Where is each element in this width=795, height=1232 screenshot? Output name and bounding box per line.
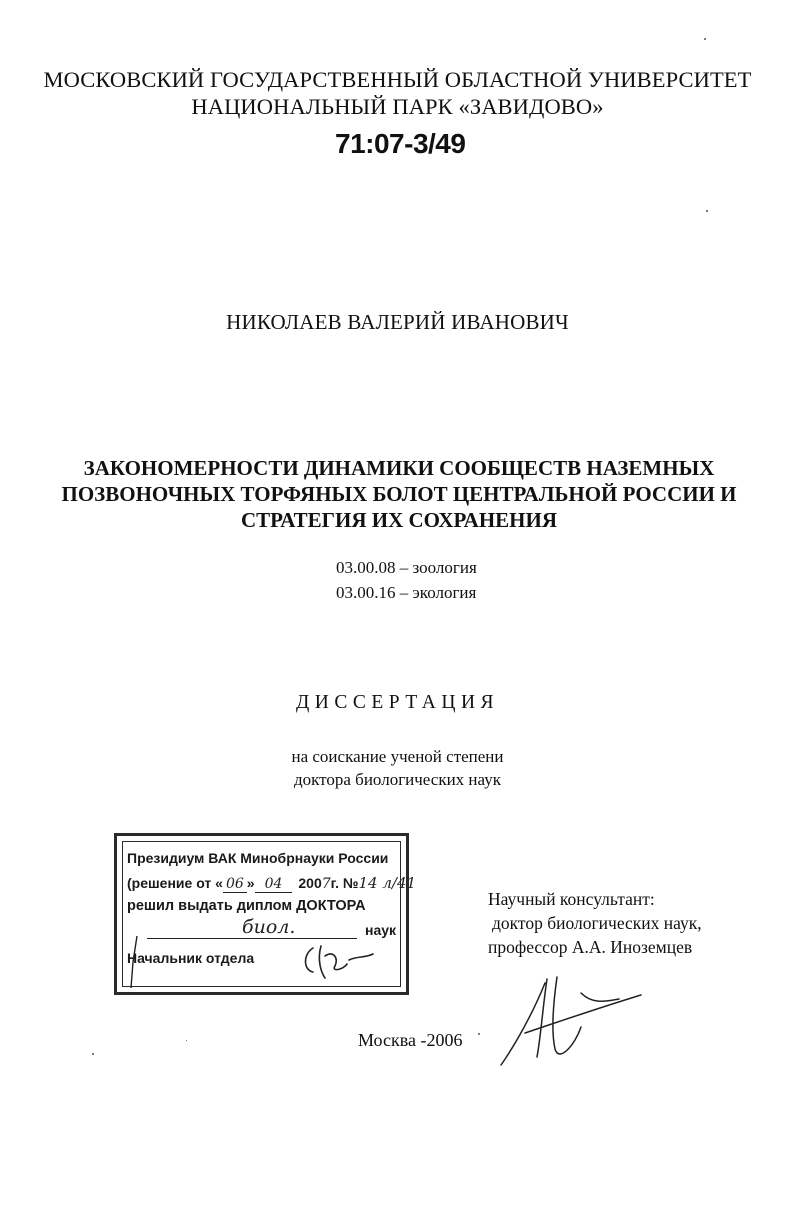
vak-stamp [114,833,417,995]
document-type: ДИССЕРТАЦИЯ [295,692,500,713]
scan-speck [704,38,706,40]
stamp-line-decided: решил выдать диплом ДОКТОРА [127,898,366,914]
consultant-label: Научный консультант: [488,889,655,909]
scan-speck [186,1040,187,1041]
degree-sought [0,745,795,791]
consultant-name: профессор А.А. Иноземцев [488,937,693,957]
specialty-item: 03.00.08 – зоология [336,558,477,577]
stamp-year-digit: 7 [321,876,331,892]
stamp-month: 04 [255,876,293,893]
author-name: НИКОЛАЕВ ВАЛЕРИЙ ИВАНОВИЧ [226,310,569,334]
scan-speck [706,210,708,212]
scan-speck [92,1053,94,1055]
registration-code: 71:07-3/49 [335,128,466,159]
consultant-degree: доктор биологических наук, [492,913,702,933]
stamp-signature-icon [299,936,379,984]
title-line: СТРАТЕГИЯ ИХ СОХРАНЕНИЯ [240,508,557,532]
dissertation-title [60,455,738,533]
scientific-consultant [488,887,702,959]
stamp-line-decision [127,874,416,892]
scan-speck [478,1033,480,1035]
stamp-line-head: Начальник отдела [127,950,255,966]
title-line: ПОЗВОНОЧНЫХ ТОРФЯНЫХ БОЛОТ ЦЕНТРАЛЬНОЙ РОССИИ И [61,482,737,506]
stamp-field-suffix: наук [365,922,397,938]
title-line: ЗАКОНОМЕРНОСТИ ДИНАМИКИ СООБЩЕСТВ НАЗЕМНЫХ [83,456,715,480]
author-signature-icon [495,975,645,1070]
city-year: Москва -2006 [358,1030,463,1050]
university-header [0,66,795,120]
park-name: НАЦИОНАЛЬНЫЙ ПАРК «ЗАВИДОВО» [191,94,604,119]
specialty-item: 03.00.16 – экология [336,583,477,602]
stamp-bracket-mark [123,932,141,992]
stamp-field-handwritten: биол. [242,916,296,938]
stamp-line-presidium: Президиум ВАК Минобрнауки России [127,850,389,866]
stamp-day: 06 [223,876,247,893]
degree-line: доктора биологических наук [294,770,501,789]
stamp-decision-prefix: (решение от « [127,875,223,891]
stamp-number: 14 л/41 [358,874,417,892]
degree-line: на соискание ученой степени [291,747,504,766]
stamp-month-sep: » [246,875,255,891]
stamp-year-suffix: г. № [330,875,359,891]
specialty-codes [336,555,477,605]
university-name: МОСКОВСКИЙ ГОСУДАРСТВЕННЫЙ ОБЛАСТНОЙ УНИВЕРСИТЕТ [43,67,752,92]
stamp-year-prefix: 200 [298,875,322,891]
